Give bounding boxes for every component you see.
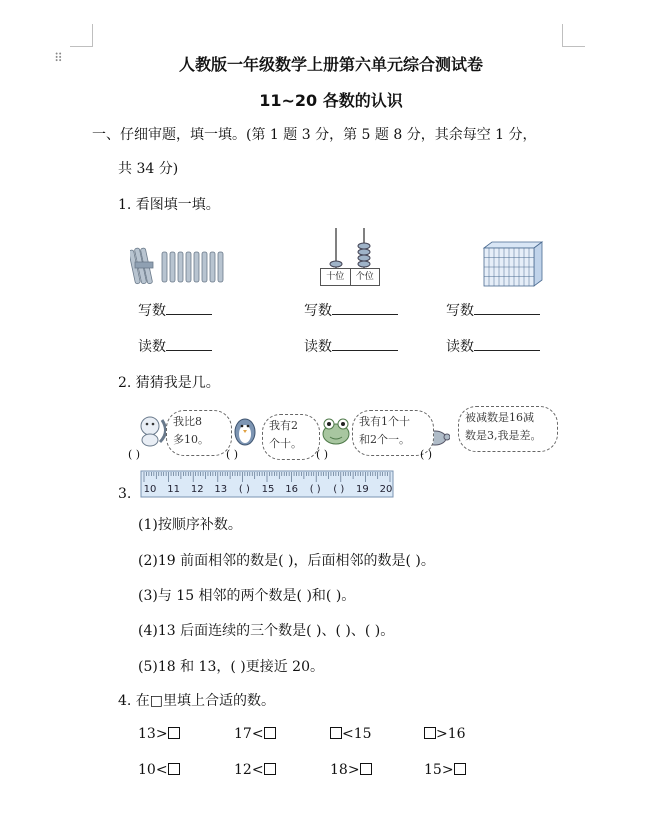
inequality-r1-c3: <15: [330, 726, 372, 742]
drag-handle-icon[interactable]: ⠿: [54, 51, 64, 65]
speech-bubble-2: 我有2 个十。: [262, 414, 320, 460]
ruler-image: [140, 470, 394, 500]
ruler-label: 19: [356, 484, 369, 495]
page-corner-mark-top-right: [562, 24, 585, 47]
inequality-r1-c4: >16: [424, 726, 466, 742]
ruler-label: ( ): [309, 484, 321, 495]
fill-box[interactable]: [454, 763, 466, 775]
write-blank-1[interactable]: [166, 302, 212, 315]
q3-item-2: (2)19 前面相邻的数是( )，后面相邻的数是( )。: [138, 553, 435, 569]
q3-item-1: (1)按顺序补数。: [138, 517, 242, 533]
question-3-label: 3.: [118, 486, 132, 502]
write-blank-3[interactable]: [474, 302, 540, 315]
ruler-label: 13: [214, 484, 228, 495]
write-number-2: 写数: [304, 300, 398, 320]
fill-box[interactable]: [168, 727, 180, 739]
answer-paren-4[interactable]: ( ): [420, 448, 433, 461]
inequality-r1-c2: 17<: [234, 726, 276, 742]
read-blank-3[interactable]: [474, 338, 540, 351]
abacus-image: [320, 226, 380, 288]
ruler-label: 11: [167, 484, 180, 495]
inequality-r1-c1: 13>: [138, 726, 180, 742]
question-4-label: 4. 在□里填上合适的数。: [118, 693, 276, 709]
frog-icon: [318, 414, 354, 448]
section-heading-continued: 共 34 分): [118, 161, 179, 177]
question-2-label: 2. 猜猜我是几。: [118, 375, 220, 391]
ruler-label: ( ): [238, 484, 250, 495]
speech-bubble-3: 我有1个十 和2个一。: [352, 410, 434, 456]
ruler-label: 12: [190, 484, 204, 495]
inequality-r2-c1: 10<: [138, 762, 180, 778]
ruler-label: 10: [143, 484, 157, 495]
answer-paren-1[interactable]: ( ): [128, 448, 141, 461]
fill-box[interactable]: [168, 763, 180, 775]
answer-paren-2[interactable]: ( ): [226, 448, 239, 461]
penguin-icon: [228, 412, 262, 448]
fill-box[interactable]: [330, 727, 342, 739]
sticks-bundle-image: [130, 244, 230, 288]
q3-item-4: (4)13 后面连续的三个数是( )、( )、( )。: [138, 623, 395, 639]
page-subtitle: 11~20 各数的认识: [259, 91, 403, 110]
inequality-r2-c3: 18>: [330, 762, 372, 778]
answer-paren-3[interactable]: ( ): [316, 448, 329, 461]
read-number-2: 读数: [304, 336, 398, 356]
squirrel-icon: [130, 412, 170, 448]
q3-item-5: (5)18 和 13，( )更接近 20。: [138, 659, 324, 675]
cube-blocks-image: [482, 240, 544, 288]
read-blank-2[interactable]: [332, 338, 398, 351]
fill-box[interactable]: [264, 763, 276, 775]
ruler-label: ( ): [333, 484, 345, 495]
question-1-label: 1. 看图填一填。: [118, 197, 220, 213]
fill-box[interactable]: [264, 727, 276, 739]
section-heading: 一、仔细审题，填一填。(第 1 题 3 分，第 5 题 8 分，其余每空 1 分，: [92, 127, 537, 143]
write-number-1: 写数: [138, 300, 212, 320]
write-number-3: 写数: [446, 300, 540, 320]
fill-box[interactable]: [360, 763, 372, 775]
inequality-r2-c4: 15>: [424, 762, 466, 778]
ruler-label: 20: [379, 484, 393, 495]
read-blank-1[interactable]: [166, 338, 212, 351]
ruler-label: 15: [261, 484, 275, 495]
write-blank-2[interactable]: [332, 302, 398, 315]
fill-box[interactable]: [424, 727, 436, 739]
speech-bubble-1: 我比8 多10。: [166, 410, 232, 456]
speech-bubble-4: 被减数是16减 数是3,我是差。: [458, 406, 558, 452]
q3-item-3: (3)与 15 相邻的两个数是( )和( )。: [138, 588, 356, 604]
inequality-r2-c2: 12<: [234, 762, 276, 778]
abacus-ones-label: 个位: [355, 272, 374, 282]
page-title: 人教版一年级数学上册第六单元综合测试卷: [178, 55, 483, 74]
read-number-1: 读数: [138, 336, 212, 356]
ruler-label: 16: [285, 484, 298, 495]
abacus-tens-label: 十位: [321, 269, 351, 285]
page-corner-mark-top-left: [70, 24, 93, 47]
read-number-3: 读数: [446, 336, 540, 356]
